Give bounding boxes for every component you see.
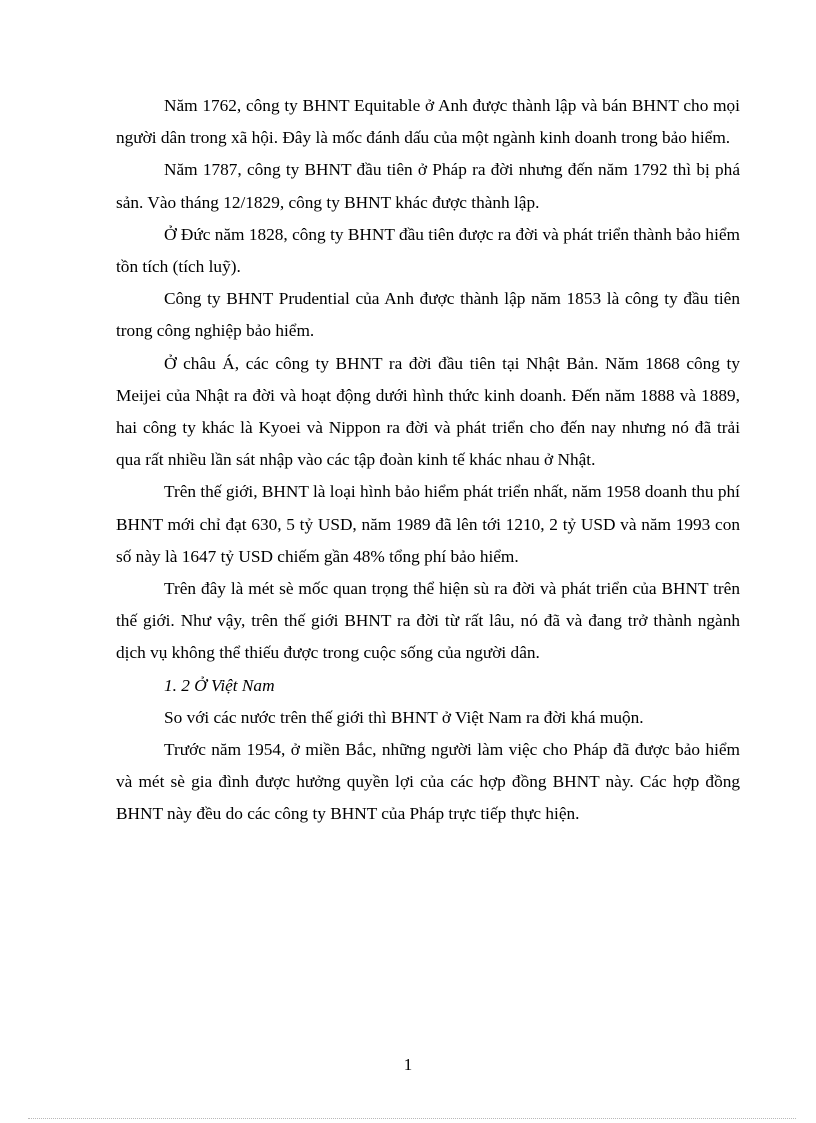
paragraph-1828-germany: Ở Đức năm 1828, công ty BHNT đầu tiên được ra đời và phát triển thành bảo hiểm tồn tích (tích luỹ).	[116, 224, 740, 277]
paragraph-vietnam-late: So với các nước trên thế giới thì BHNT ở Việt Nam ra đời khá muộn.	[164, 707, 644, 727]
page-number: 1	[403, 1055, 413, 1074]
paragraph-asia-japan: Ở châu Á, các công ty BHNT ra đời đầu tiên tại Nhật Bản. Năm 1868 công ty Meijei của Nhật ra đời và hoạt động dưới hình thức kinh doanh. Đến năm 1888 và 1889, hai công ty khác là Kyoei và Nippon ra đời và phát triển cho đến nay nhưng nó đã trải qua rất nhiều lần sát nhập vào các tập đoàn kinh tế khác nhau ở Nhật.	[116, 353, 740, 470]
paragraph-summary: Trên đây là mét sè mốc quan trọng thể hiện sù ra đời và phát triển của BHNT trên thế giới. Như vậy, trên thế giới BHNT ra đời từ rất lâu, nó đã và đang trở thành ngành dịch vụ không thể thiếu được trong cuộc sống của người dân.	[116, 579, 740, 663]
document-body	[116, 90, 740, 831]
paragraph-world-revenue: Trên thế giới, BHNT là loại hình bảo hiểm phát triển nhất, năm 1958 doanh thu phí BHNT mới chỉ đạt 630, 5 tỷ USD, năm 1989 đã lên tới 1210, 2 tỷ USD và năm 1993 con số này là 1647 tỷ USD chiếm gần 48% tổng phí bảo hiểm.	[116, 482, 740, 566]
page-bottom-divider	[28, 1118, 796, 1119]
paragraph-1762-equitable: Năm 1762, công ty BHNT Equitable ở Anh được thành lập và bán BHNT cho mọi người dân trong xã hội. Đây là mốc đánh dấu của một ngành kinh doanh trong bảo hiểm.	[116, 96, 740, 148]
paragraph-1853-prudential: Công ty BHNT Prudential của Anh được thành lập năm 1853 là công ty đầu tiên trong công nghiệp bảo hiểm.	[116, 289, 740, 341]
paragraph-1787-france: Năm 1787, công ty BHNT đầu tiên ở Pháp ra đời nhưng đến năm 1792 thì bị phá sản. Vào tháng 12/1829, công ty BHNT khác được thành lập.	[116, 160, 740, 212]
paragraph-before-1954: Trước năm 1954, ở miền Bắc, những người làm việc cho Pháp đã được bảo hiểm và mét sè gia đình được hưởng quyền lợi của các hợp đồng BHNT này. Các hợp đồng BHNT này đều do các công ty BHNT của Pháp trực tiếp thực hiện.	[116, 740, 740, 824]
section-heading: 1. 2 Ở Việt Nam	[164, 675, 275, 695]
